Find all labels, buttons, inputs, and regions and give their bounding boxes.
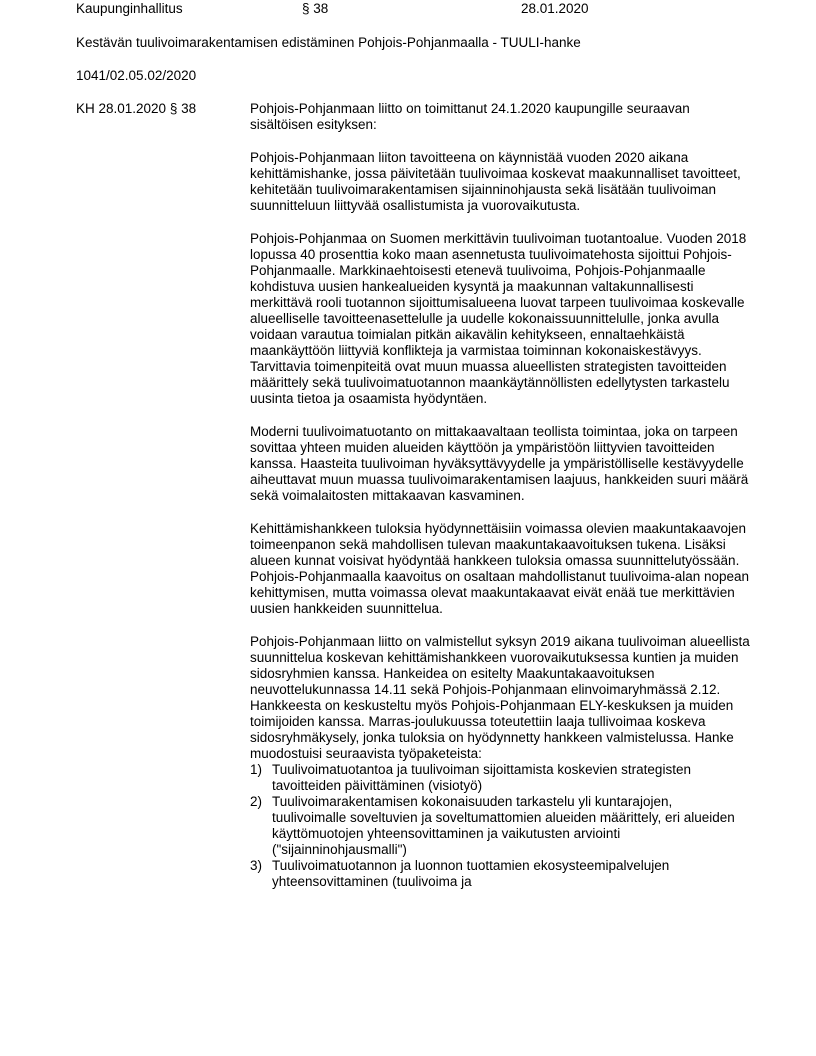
list-item-number: 3) xyxy=(250,858,263,873)
list-item-text: Tuulivoimatuotantoa ja tuulivoiman sijoittamista koskevien strategisten tavoitteiden päivittäminen (visiotyö) xyxy=(272,762,691,793)
work-package-list xyxy=(250,762,750,890)
list-item-number: 1) xyxy=(250,762,263,777)
paragraph: Pohjois-Pohjanmaan liitto on toimittanut 24.1.2020 kaupungille seuraavan sisältöisen esityksen: xyxy=(250,101,690,132)
paragraph: Pohjois-Pohjanmaan liiton tavoitteena on käynnistää vuoden 2020 aikana kehittämishanke, jossa päivitetään tuulivoimaa koskevat maakunnalliset tavoitteet, kehitetään tuulivoimarakentamisen sijainninohjausta sekä lisätään tuulivoiman suunnitteluun liittyvää osallistumista ja vuorovaikutusta. xyxy=(250,150,741,213)
list-item-number: 2) xyxy=(250,794,263,809)
document-body xyxy=(250,101,750,890)
meeting-date: 28.01.2020 xyxy=(521,1,589,16)
paragraph: Pohjois-Pohjanmaan liitto on valmistellut syksyn 2019 aikana tuulivoiman alueellista suunnittelua koskevan kehittämishankkeen vuorovaikutuksessa kuntien ja muiden sidosryhmien kanssa. Hankeidea on esitelty Maakuntakaavoituksen neuvottelukunnassa 14.11 sekä Pohjois-Pohjanmaan elinvoimaryhmässä 2.12. Hankkeesta on keskusteltu myös Pohjois-Pohjanmaan ELY-keskuksen ja muiden toimijoiden kanssa. Marras-joulukuussa toteutettiin laaja tullivoimaa koskeva sidosryhmäkysely, jonka tuloksia on hyödynnetty hankkeen valmistelussa. Hanke muodostuisi seuraavista työpaketeista: xyxy=(250,634,750,761)
paragraph: Pohjois-Pohjanmaa on Suomen merkittävin tuulivoiman tuotantoalue. Vuoden 2018 lopussa 40 prosenttia koko maan asennetusta tuulivoimatehosta sijoittui Pohjois-Pohjanmaalle. Markkinaehtoisesti etenevä tuulivoima, Pohjois-Pohjanmaalle kohdistuva uusien hankealueiden kysyntä ja maakunnan valtakunnallisesti merkittävä rooli tuotannon sijoittumisalueena luovat tarpeen tuulivoimaa koskevalle alueelliselle tavoitteenasettelulle ja uudelle kokonaissuunnittelulle, jonka avulla voidaan varautua toimialan pitkän aikavälin kehitykseen, ennaltaehkäistä maankäyttöön liittyviä konflikteja ja varmistaa toiminnan kokonaiskestävyys. Tarvittavia toimenpiteitä ovat muun muassa alueellisten strategisten tavoitteiden määrittely sekä tuulivoimatuotannon maankäytännöllisten edellytysten tarkastelu uusinta tietoa ja osaamista hyödyntäen. xyxy=(250,231,747,406)
list-item xyxy=(250,762,750,794)
document-title: Kestävän tuulivoimarakentamisen edistäminen Pohjois-Pohjanmaalla - TUULI-hanke xyxy=(76,35,581,50)
list-item xyxy=(250,858,750,890)
paragraph: Kehittämishankkeen tuloksia hyödynnettäisiin voimassa olevien maakuntakaavojen toimeenpanon sekä mahdollisen tulevan maakuntakaavoituksen tukena. Lisäksi alueen kunnat voisivat hyödyntää hankkeen tuloksia omassa suunnittelutyössään. Pohjois-Pohjanmaalla kaavoitus on osaltaan mahdollistanut tuulivoima-alan nopean kehittymisen, mutta voimassa olevat maakuntakaavat eivät enää tue merkittävien uusien hankkeiden suunnittelua. xyxy=(250,521,750,616)
list-item-text: Tuulivoimarakentamisen kokonaisuuden tarkastelu yli kuntarajojen, tuulivoimalle soveltuvien ja soveltumattomien alueiden määrittely, eri alueiden käyttömuotojen yhteensovittaminen ja vaikutusten arviointi ("sijainninohjausmalli") xyxy=(272,794,735,857)
list-item xyxy=(250,794,750,858)
organ-name: Kaupunginhallitus xyxy=(76,1,183,16)
list-item-text: Tuulivoimatuotannon ja luonnon tuottamien ekosysteemipalvelujen yhteensovittaminen (tuulivoima ja xyxy=(272,858,670,889)
diary-number: 1041/02.05.02/2020 xyxy=(76,68,197,83)
meeting-reference: KH 28.01.2020 § 38 xyxy=(76,101,197,116)
section-number: § 38 xyxy=(302,1,329,16)
paragraph: Moderni tuulivoimatuotanto on mittakaavaltaan teollista toimintaa, joka on tarpeen sovittaa yhteen muiden alueiden käyttöön ja ympäristöön liittyvien tavoitteiden kanssa. Haasteita tuulivoiman hyväksyttävyydelle ja ympäristölliselle kestävyydelle aiheuttavat muun muassa tuulivoimarakentamisen laajuus, hankkeiden suuri määrä sekä voimalaitosten mittakaavan kasvaminen. xyxy=(250,424,749,503)
document-header xyxy=(0,1,816,17)
